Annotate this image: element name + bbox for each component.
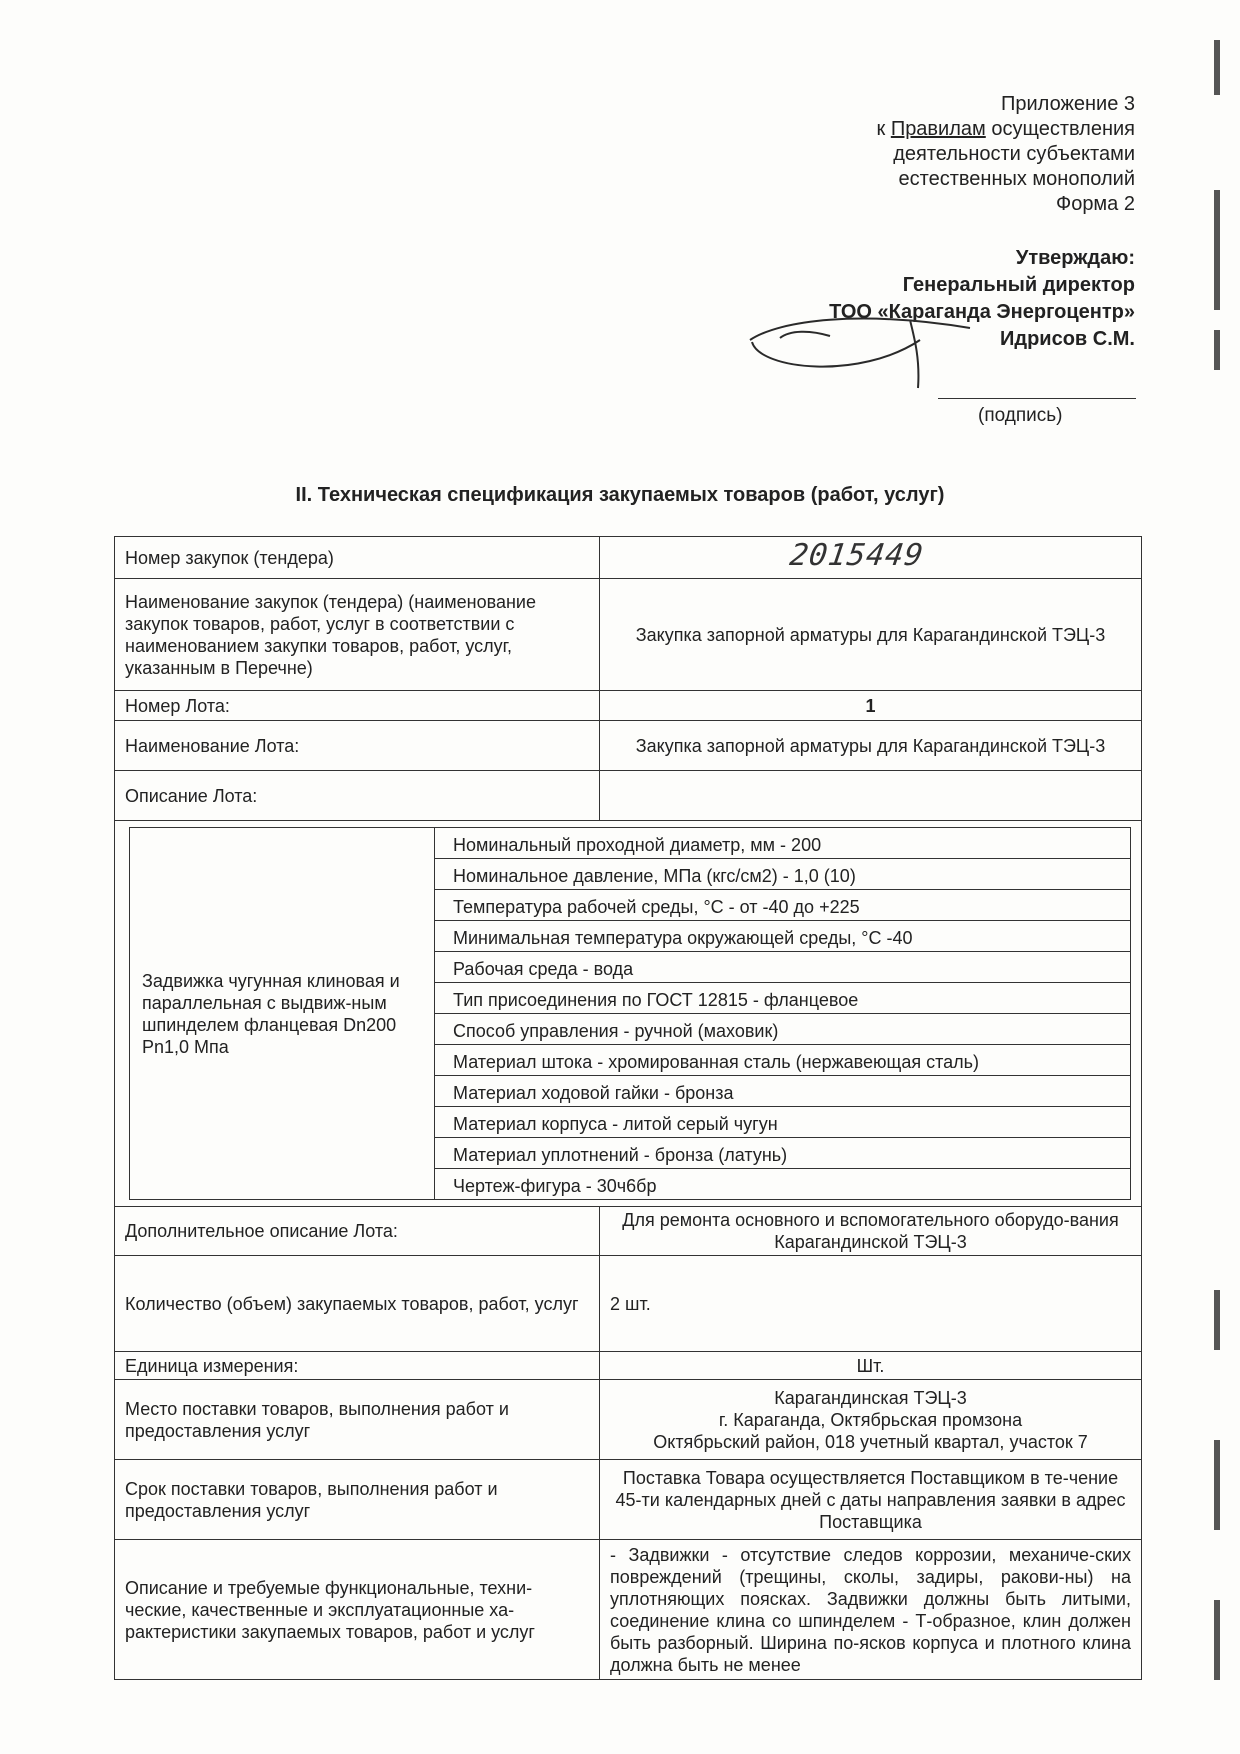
spec-item: Номинальное давление, МПа (кгс/см2) - 1,0 (10) <box>435 859 1130 890</box>
spec-item: Чертеж-фигура - 30ч6бр <box>453 1176 657 1196</box>
delivery-place-label: Место поставки товаров, выполнения работ и предоставления услуг <box>115 1380 600 1460</box>
delivery-term-label: Срок поставки товаров, выполнения работ и предоставления услуг <box>115 1460 600 1540</box>
delivery-place-line: г. Караганда, Октябрьская промзона <box>718 1409 1023 1430</box>
table-row <box>115 721 1142 771</box>
tender-number-label: Номер закупок (тендера) <box>115 537 600 579</box>
additional-description-label: Дополнительное описание Лота: <box>115 1207 600 1256</box>
lot-number-label: Номер Лота: <box>115 691 600 721</box>
table-row <box>115 1460 1142 1540</box>
delivery-term-value: Поставка Товара осуществляется Поставщиком в те-чение 45-ти календарных дней с даты направления заявки в адрес Поставщика <box>600 1460 1142 1540</box>
spec-item: Способ управления - ручной (маховик) <box>435 1014 1130 1045</box>
tender-name-value: Закупка запорной арматуры для Карагандинской ТЭЦ-3 <box>600 579 1142 691</box>
spec-item: Номинальный проходной диаметр, мм - 200 <box>435 828 1130 859</box>
table-row <box>115 821 1142 1207</box>
table-row <box>115 1380 1142 1460</box>
lot-description-value <box>600 771 1142 821</box>
signature-caption: (подпись) <box>978 405 1063 426</box>
spec-item: Материал уплотнений - бронза (латунь) <box>435 1138 1130 1169</box>
appendix-suffix: осуществления <box>991 118 1135 140</box>
lot-description-label: Описание Лота: <box>115 771 600 821</box>
spec-item: Тип присоединения по ГОСТ 12815 - фланцевое <box>435 983 1130 1014</box>
delivery-place-line: Карагандинская ТЭЦ-3 <box>774 1387 967 1408</box>
signature-line <box>938 398 1136 399</box>
quantity-label: Количество (объем) закупаемых товаров, работ, услуг <box>115 1256 600 1352</box>
rules-link[interactable]: Правилам <box>890 118 986 140</box>
unit-value: Шт. <box>600 1352 1142 1380</box>
approval-line-2: Генеральный директор <box>902 274 1135 296</box>
tender-number-cell <box>600 537 1142 579</box>
section-title: II. Техническая спецификация закупаемых товаров (работ, услуг) <box>295 484 945 506</box>
spec-list <box>435 828 1131 1200</box>
lot-name-label: Наименование Лота: <box>115 721 600 771</box>
appendix-line-2 <box>877 117 1136 142</box>
delivery-place-line: Октябрьский район, 018 учетный квартал, участок 7 <box>653 1431 1088 1452</box>
table-row <box>130 828 1131 1200</box>
quantity-value: 2 шт. <box>600 1256 1142 1352</box>
appendix-header <box>877 92 1136 217</box>
table-row <box>115 691 1142 721</box>
lot-name-value: Закупка запорной арматуры для Карагандинской ТЭЦ-3 <box>600 721 1142 771</box>
item-spec-cell <box>115 821 1142 1207</box>
appendix-prefix: к <box>876 118 886 140</box>
lot-number-value: 1 <box>600 691 1142 721</box>
table-row <box>115 1256 1142 1352</box>
appendix-line-5: Форма 2 <box>1055 193 1135 215</box>
spec-item: Температура рабочей среды, °С - от -40 до +225 <box>435 890 1130 921</box>
handwritten-signature <box>740 300 980 390</box>
requirements-value: - Задвижки - отсутствие следов коррозии, механиче-ских повреждений (трещины, сколы, задиры, ракови-ны) на уплотняющих поясках. Задвижки должны быть литыми, соединение клина со шпинделем - Т-образное, клин должен быть разборный. Ширина по-ясков корпуса и плотного клина должна быть не менее <box>600 1540 1142 1680</box>
spec-item: Рабочая среда - вода <box>435 952 1130 983</box>
delivery-place-value <box>600 1380 1142 1460</box>
appendix-line-3: деятельности субъектами <box>893 143 1135 165</box>
table-row <box>115 1207 1142 1256</box>
appendix-line-1: Приложение 3 <box>1001 93 1135 115</box>
specification-table <box>114 536 1142 1680</box>
table-row <box>115 579 1142 691</box>
spec-item: Материал корпуса - литой серый чугун <box>435 1107 1130 1138</box>
approval-line-1: Утверждаю: <box>1015 247 1135 269</box>
table-row <box>115 771 1142 821</box>
item-spec-table <box>129 827 1131 1200</box>
table-row <box>115 537 1142 579</box>
spec-item: Материал штока - хромированная сталь (нержавеющая сталь) <box>435 1045 1130 1076</box>
table-row <box>115 1352 1142 1380</box>
table-row <box>115 1540 1142 1680</box>
requirements-label: Описание и требуемые функциональные, техни-ческие, качественные и эксплуатационные ха-рактеристики закупаемых товаров, работ и услуг <box>115 1540 600 1680</box>
spec-item: Минимальная температура окружающей среды, °С -40 <box>435 921 1130 952</box>
unit-label: Единица измерения: <box>115 1352 600 1380</box>
approval-line-4: Идрисов С.М. <box>1000 328 1135 350</box>
appendix-line-4: естественных монополий <box>898 168 1135 190</box>
item-name: Задвижка чугунная клиновая и параллельная с выдвиж-ным шпинделем фланцевая Dn200 Pn1,0 Мпа <box>130 828 435 1200</box>
tender-name-label: Наименование закупок (тендера) (наименование закупок товаров, работ, услуг в соответствии с наименованием закупки товаров, работ, услуг, указанным в Перечне) <box>115 579 600 691</box>
scan-edge-marks <box>1214 0 1232 1754</box>
additional-description-value: Для ремонта основного и вспомогательного оборудо-вания Карагандинской ТЭЦ-3 <box>600 1207 1142 1256</box>
approval-line-3: ТОО «Караганда Энергоцентр» <box>829 301 1135 323</box>
spec-item: Материал ходовой гайки - бронза <box>435 1076 1130 1107</box>
tender-number-value: 2015449 <box>787 538 926 573</box>
